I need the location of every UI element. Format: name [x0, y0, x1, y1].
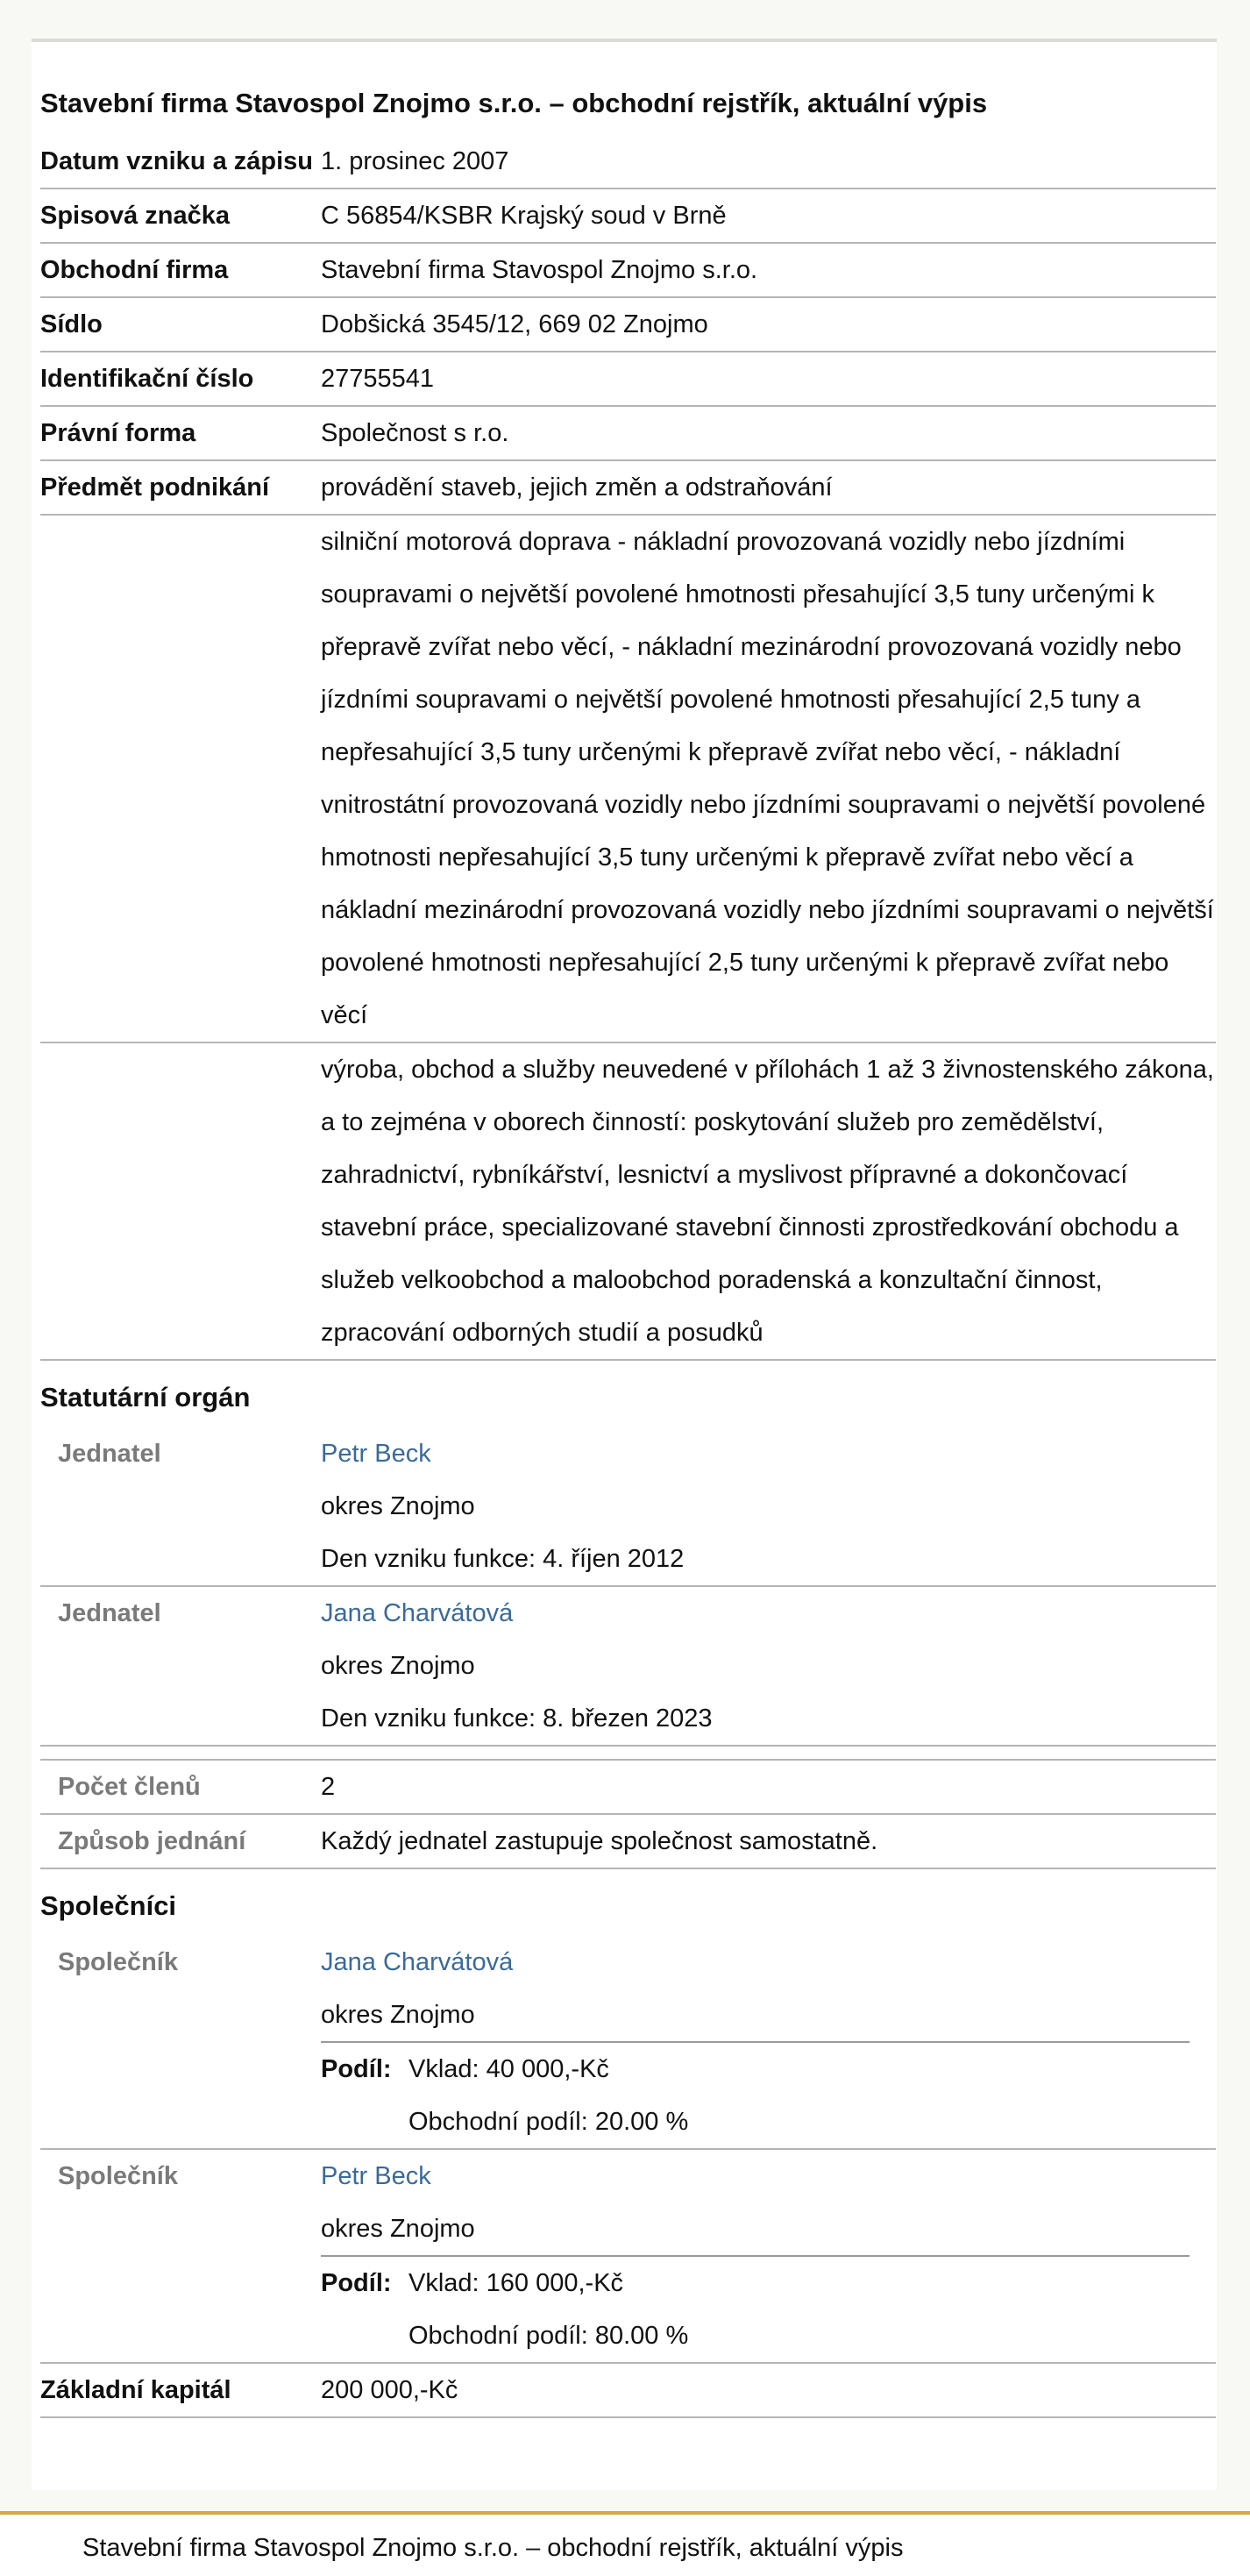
spolecnici-heading-row: [40, 1868, 1216, 1936]
podil-label-2: Podíl:: [321, 2269, 392, 2297]
row-predmet-3: [40, 1042, 1216, 1360]
document-title: Stavební firma Stavospol Znojmo s.r.o. – obchodní rejstřík, aktuální výpis: [40, 88, 988, 118]
row-forma: [40, 406, 1216, 460]
register-table: [40, 135, 1216, 2418]
spolecnik-okres-2: okres Znojmo: [321, 2215, 475, 2243]
jednatel-vznik-2: Den vzniku funkce: 8. březen 2023: [321, 1704, 713, 1733]
spolecnik-label-2: Společník: [40, 2149, 321, 2363]
row-datum: [40, 135, 1216, 189]
ico-value: 27755541: [321, 352, 1216, 406]
kapital-value: 200 000,-Kč: [321, 2363, 1216, 2417]
jednatel-link-jana-charvatova[interactable]: Jana Charvátová: [321, 1599, 514, 1627]
firma-value: Stavební firma Stavospol Znojmo s.r.o.: [321, 243, 1216, 297]
pocet-label: Počet členů: [40, 1760, 321, 1814]
predmet-empty-2: [40, 515, 321, 1042]
datum-label: Datum vzniku a zápisu: [40, 135, 321, 189]
spolecnik-link-jana-charvatova[interactable]: Jana Charvátová: [321, 1948, 514, 1976]
obchodni-podil-2: Obchodní podíl: 80.00 %: [408, 2322, 689, 2350]
jednatel-okres-1: okres Znojmo: [321, 1492, 475, 1520]
zpusob-label: Způsob jednání: [40, 1814, 321, 1868]
spolecnik-row-1: [40, 1936, 1216, 2149]
jednatel-label-1: Jednatel: [40, 1427, 321, 1586]
row-predmet-1: [40, 460, 1216, 515]
row-predmet-2: [40, 515, 1216, 1042]
spolecnik-okres-1: okres Znojmo: [321, 2001, 475, 2029]
row-ico: [40, 352, 1216, 406]
predmet-value-3: výroba, obchod a služby neuvedené v přílohách 1 až 3 živnostenského zákona, a to zejména v oborech činností: poskytování služeb pro zemědělství, zahradnictví, rybníkářství, lesnictví a myslivost přípravné a dokončovací stavební práce, specializované stavební činnosti zprostředkování obchodu a služeb velkoobchod a maloobchod poradenská a konzultační činnost, zpracování odborných studií a posudků: [321, 1042, 1216, 1360]
podil-values-2: [408, 2257, 1190, 2362]
pocet-value: 2: [321, 1760, 1216, 1814]
spolecnik-details-1: [321, 1936, 1216, 2149]
spolecnik-row-2: [40, 2149, 1216, 2363]
statutarni-title: Statutární orgán: [40, 1382, 251, 1413]
spolecnik-details-2: [321, 2149, 1216, 2363]
spisova-label: Spisová značka: [40, 189, 321, 243]
sidlo-label: Sídlo: [40, 297, 321, 352]
firma-label: Obchodní firma: [40, 243, 321, 297]
spolecnik-label-1: Společník: [40, 1936, 321, 2149]
forma-label: Právní forma: [40, 406, 321, 460]
spolecnik-link-petr-beck[interactable]: Petr Beck: [321, 2162, 431, 2190]
kapital-row: [40, 2363, 1216, 2417]
podil-block-1: [321, 2041, 1190, 2148]
datum-value: 1. prosinec 2007: [321, 135, 1216, 189]
row-spisova: [40, 189, 1216, 243]
podil-values-1: [408, 2043, 1190, 2148]
document-content: [40, 86, 1216, 2418]
row-firma: [40, 243, 1216, 297]
jednatel-link-petr-beck[interactable]: Petr Beck: [321, 1440, 431, 1468]
jednatel-details-1: [321, 1427, 1216, 1586]
podil-label-1: Podíl:: [321, 2055, 392, 2083]
podil-block-2: [321, 2255, 1190, 2362]
vklad-2: Vklad: 160 000,-Kč: [408, 2269, 624, 2297]
footer: [0, 2511, 1250, 2576]
jednatel-row-2: [40, 1586, 1216, 1746]
kapital-label: Základní kapitál: [40, 2363, 321, 2417]
jednatel-details-2: [321, 1586, 1216, 1746]
vklad-1: Vklad: 40 000,-Kč: [408, 2055, 609, 2083]
pocet-row: [40, 1760, 1216, 1814]
jednatel-vznik-1: Den vzniku funkce: 4. říjen 2012: [321, 1545, 685, 1573]
footer-text: Stavební firma Stavospol Znojmo s.r.o. – obchodní rejstřík, aktuální výpis: [82, 2534, 904, 2562]
spolecnici-title: Společníci: [40, 1890, 177, 1921]
spisova-value: C 56854/KSBR Krajský soud v Brně: [321, 189, 1216, 243]
obchodni-podil-1: Obchodní podíl: 20.00 %: [408, 2108, 689, 2136]
ico-label: Identifikační číslo: [40, 352, 321, 406]
predmet-value-1: provádění staveb, jejich změn a odstraňování: [321, 460, 1216, 515]
sidlo-value: Dobšická 3545/12, 669 02 Znojmo: [321, 297, 1216, 352]
zpusob-value: Každý jednatel zastupuje společnost samostatně.: [321, 1814, 1216, 1868]
predmet-value-2: silniční motorová doprava - nákladní provozovaná vozidly nebo jízdními soupravami o největší povolené hmotnosti přesahující 3,5 tuny určenými k přepravě zvířat nebo věcí, - nákladní mezinárodní provozovaná vozidly nebo jízdními soupravami o největší povolené hmotnosti přesahující 2,5 tuny a nepřesahující 3,5 tuny určenými k přepravě zvířat nebo věcí, - nákladní vnitrostátní provozovaná vozidly nebo jízdními soupravami o největší povolené hmotnosti nepřesahující 3,5 tuny určenými k přepravě zvířat nebo věcí a nákladní mezinárodní provozovaná vozidly nebo jízdními soupravami o největší povolené hmotnosti nepřesahující 2,5 tuny určenými k přepravě zvířat nebo věcí: [321, 515, 1216, 1042]
zpusob-row: [40, 1814, 1216, 1868]
jednatel-label-2: Jednatel: [40, 1586, 321, 1746]
forma-value: Společnost s r.o.: [321, 406, 1216, 460]
spacer-row: [40, 1746, 1216, 1760]
predmet-empty-3: [40, 1042, 321, 1360]
row-sidlo: [40, 297, 1216, 352]
document-page: [32, 39, 1217, 2490]
jednatel-row-1: [40, 1427, 1216, 1586]
statutarni-heading-row: [40, 1360, 1216, 1427]
jednatel-okres-2: okres Znojmo: [321, 1652, 475, 1680]
predmet-label: Předmět podnikání: [40, 460, 321, 515]
